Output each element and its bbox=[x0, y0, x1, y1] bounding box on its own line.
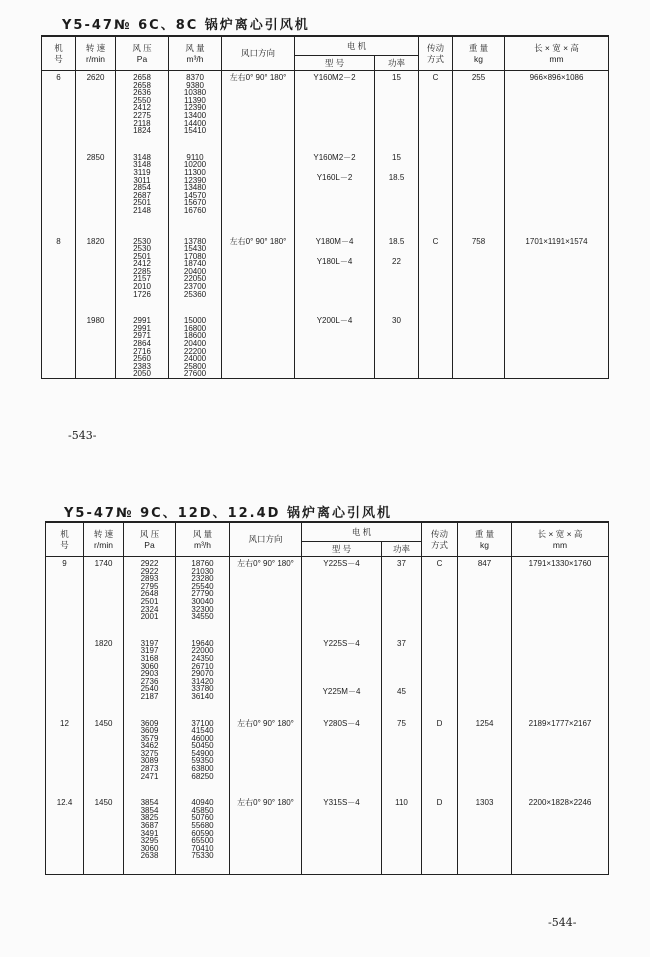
cell-direction: 左右0° 90° 180° bbox=[222, 235, 295, 299]
cell-drive: D bbox=[422, 796, 458, 860]
page-544 bbox=[0, 490, 650, 957]
table-row bbox=[46, 557, 609, 621]
cell-flow-list: 18760 21030 23280 25540 27790 30040 32300 34550 bbox=[176, 557, 230, 621]
table-row bbox=[46, 796, 609, 860]
col-direction: 风口方向 bbox=[230, 522, 302, 557]
col-model: 型 号 bbox=[302, 542, 382, 557]
col-motor: 电 机 bbox=[295, 36, 419, 56]
cell-pressure-list: 2991 2991 2971 2864 2716 2560 2383 2050 bbox=[116, 314, 169, 378]
cell-power: 15 bbox=[375, 71, 419, 135]
cell-direction: 左右0° 90° 180° bbox=[230, 796, 302, 860]
cell-weight: 758 bbox=[453, 235, 505, 299]
col-speed: 转 速 r/min bbox=[84, 522, 124, 557]
cell-direction: 左右0° 90° 180° bbox=[230, 557, 302, 621]
cell-weight: 1254 bbox=[458, 717, 512, 781]
cell-weight: 255 bbox=[453, 71, 505, 135]
spacer-row bbox=[46, 780, 609, 796]
col-flow: 风 量 m³/h bbox=[169, 36, 222, 71]
cell-flow-list: 19640 22000 24350 26710 29070 31420 33780 36140 bbox=[176, 637, 230, 701]
cell-power: 30 bbox=[375, 314, 419, 378]
cell-speed: 1980 bbox=[76, 314, 116, 378]
cell-flow-list: 8370 9380 10380 11390 12390 13400 14400 15410 bbox=[169, 71, 222, 135]
cell-dims: 1701×1191×1574 bbox=[505, 235, 609, 299]
col-jihao: 机 号 bbox=[42, 36, 76, 71]
cell-dims: 2200×1828×2246 bbox=[512, 796, 609, 860]
cell-dims: 2189×1777×2167 bbox=[512, 717, 609, 781]
cell-model: Y225S－4 bbox=[302, 557, 382, 621]
page-title: Y5-47№ 9C、12D、12.4D 锅炉离心引风机 bbox=[64, 506, 392, 521]
cell-power: 75 bbox=[382, 717, 422, 781]
col-power: 功率 bbox=[382, 542, 422, 557]
fan-spec-table bbox=[45, 521, 609, 875]
cell-speed: 2850 bbox=[76, 151, 116, 215]
cell-dims: 966×896×1086 bbox=[505, 71, 609, 135]
cell-pressure-list: 3854 3854 3825 3687 3491 3295 3060 2638 bbox=[124, 796, 176, 860]
cell-drive: D bbox=[422, 717, 458, 781]
table-row bbox=[42, 151, 609, 215]
spacer-row bbox=[42, 215, 609, 235]
cell-pressure-list: 3197 3197 3168 3060 2903 2736 2540 2187 bbox=[124, 637, 176, 701]
col-dims: 长 × 宽 × 高 mm bbox=[505, 36, 609, 71]
cell-drive: C bbox=[419, 71, 453, 135]
cell-jihao: 8 bbox=[42, 235, 76, 299]
spacer-row bbox=[46, 701, 609, 717]
cell-drive: C bbox=[422, 557, 458, 621]
cell-weight: 1303 bbox=[458, 796, 512, 860]
cell-power: 37 bbox=[382, 557, 422, 621]
col-drive: 传动 方式 bbox=[419, 36, 453, 71]
cell-drive: C bbox=[419, 235, 453, 299]
cell-speed: 1820 bbox=[84, 637, 124, 701]
col-flow: 风 量 m³/h bbox=[176, 522, 230, 557]
col-power: 功率 bbox=[375, 56, 419, 71]
cell-flow-list: 40940 45850 50760 55680 60590 65500 70410 75330 bbox=[176, 796, 230, 860]
cell-direction: 左右0° 90° 180° bbox=[230, 717, 302, 781]
cell-weight: 847 bbox=[458, 557, 512, 621]
col-motor: 电 机 bbox=[302, 522, 422, 542]
table-row bbox=[42, 71, 609, 135]
cell-jihao: 12.4 bbox=[46, 796, 84, 860]
spacer-row bbox=[42, 135, 609, 151]
table-row bbox=[42, 235, 609, 299]
page-number: -543- bbox=[68, 429, 97, 442]
col-pressure: 风 压 Pa bbox=[116, 36, 169, 71]
cell-jihao: 9 bbox=[46, 557, 84, 621]
col-dims: 长 × 宽 × 高 mm bbox=[512, 522, 609, 557]
page-number: -544- bbox=[548, 916, 577, 929]
cell-model: Y200L－4 bbox=[295, 314, 375, 378]
cell-model: Y180M－4 Y180L－4 bbox=[295, 235, 375, 299]
cell-flow-list: 9110 10200 11300 12390 13480 14570 15670 16760 bbox=[169, 151, 222, 215]
cell-pressure-list: 2530 2530 2501 2412 2285 2157 2010 1726 bbox=[116, 235, 169, 299]
cell-flow-list: 13780 15430 17080 18740 20400 22050 23700 25360 bbox=[169, 235, 222, 299]
cell-speed: 1450 bbox=[84, 717, 124, 781]
fan-spec-table bbox=[41, 35, 609, 379]
cell-power: 15 18.5 bbox=[375, 151, 419, 215]
cell-flow-list: 37100 41540 46000 50450 54900 59350 63800 68250 bbox=[176, 717, 230, 781]
cell-jihao: 12 bbox=[46, 717, 84, 781]
cell-model: Y160M2－2 bbox=[295, 71, 375, 135]
cell-speed: 1450 bbox=[84, 796, 124, 860]
spacer-row bbox=[42, 298, 609, 314]
table-row bbox=[46, 637, 609, 701]
cell-pressure-list: 3609 3609 3579 3462 3275 3089 2873 2471 bbox=[124, 717, 176, 781]
page-543 bbox=[0, 0, 650, 460]
col-direction: 风口方向 bbox=[222, 36, 295, 71]
col-drive: 传动 方式 bbox=[422, 522, 458, 557]
cell-jihao: 6 bbox=[42, 71, 76, 135]
cell-speed: 1820 bbox=[76, 235, 116, 299]
col-weight: 重 量 kg bbox=[453, 36, 505, 71]
table-row bbox=[42, 314, 609, 378]
page-title: Y5-47№ 6C、8C 锅炉离心引风机 bbox=[62, 18, 310, 33]
cell-pressure-list: 2658 2658 2636 2550 2412 2275 2118 1824 bbox=[116, 71, 169, 135]
cell-pressure-list: 2922 2922 2893 2795 2648 2501 2324 2001 bbox=[124, 557, 176, 621]
spacer-row bbox=[46, 860, 609, 874]
cell-power: 37 45 bbox=[382, 637, 422, 701]
col-speed: 转 速 r/min bbox=[76, 36, 116, 71]
cell-power: 18.5 22 bbox=[375, 235, 419, 299]
cell-speed: 2620 bbox=[76, 71, 116, 135]
cell-model: Y280S－4 bbox=[302, 717, 382, 781]
col-jihao: 机 号 bbox=[46, 522, 84, 557]
col-pressure: 风 压 Pa bbox=[124, 522, 176, 557]
cell-model: Y225S－4 Y225M－4 bbox=[302, 637, 382, 701]
cell-pressure-list: 3148 3148 3119 3011 2854 2687 2501 2148 bbox=[116, 151, 169, 215]
cell-speed: 1740 bbox=[84, 557, 124, 621]
cell-flow-list: 15000 16800 18600 20400 22200 24000 25800 27600 bbox=[169, 314, 222, 378]
cell-model: Y315S－4 bbox=[302, 796, 382, 860]
table-row bbox=[46, 717, 609, 781]
spacer-row bbox=[46, 621, 609, 637]
col-model: 型 号 bbox=[295, 56, 375, 71]
col-weight: 重 量 kg bbox=[458, 522, 512, 557]
cell-power: 110 bbox=[382, 796, 422, 860]
cell-direction: 左右0° 90° 180° bbox=[222, 71, 295, 135]
cell-model: Y160M2－2 Y160L－2 bbox=[295, 151, 375, 215]
cell-dims: 1791×1330×1760 bbox=[512, 557, 609, 621]
